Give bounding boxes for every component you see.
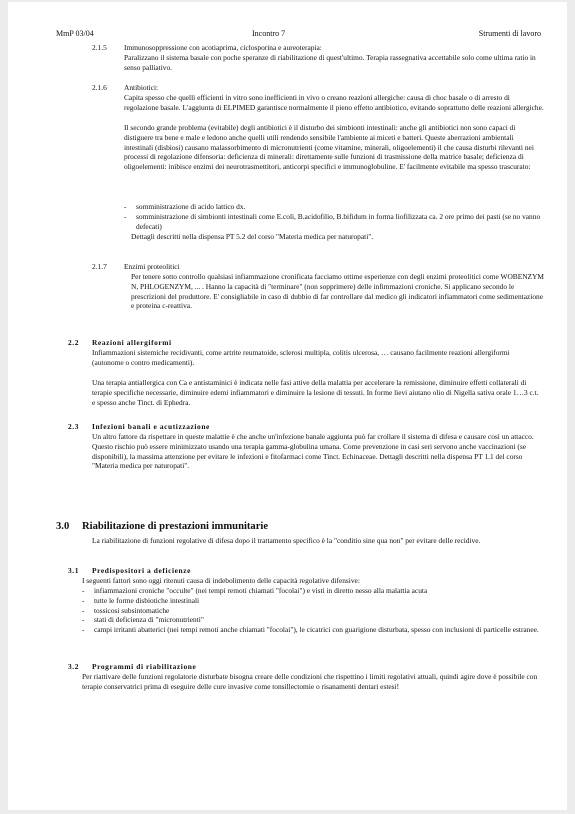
section-title: Riabilitazione di prestazioni immunitarie bbox=[82, 521, 269, 532]
list-item: - tutte le forme disbiotiche intestinali bbox=[82, 596, 548, 606]
section-number: 3.2 bbox=[68, 662, 80, 671]
section-number: 3.1 bbox=[68, 566, 80, 575]
section-title: Immunosoppressione con acotiaprima, ciclosporina e aureoterapia: bbox=[124, 43, 322, 52]
paragraph: Una terapia antiallergica con Ca e antistaminici è indicata nelle fasi attive della malattia per accelerare la remissione, diminuire effetti collaterali di terapie specifiche necessarie, diminuire edemi infiammatori e diminuire la lesione di tessuti. In forme lievi aiutano olio di Nigella sativa orale 1…3 c.t. e spesso anche Tinct. di Ephedra. bbox=[92, 378, 539, 407]
header-center: Incontro 7 bbox=[252, 29, 286, 38]
section-number: 2.3 bbox=[68, 422, 80, 431]
paragraph: Per riattivare delle funzioni regolatorie disturbate bisogna creare delle condizioni che rispettino i limiti regolativi attuali, quindi agire dove è possibile con terapie conservatrici prima di eseguire delle cure invasive come tonsillectomie o risanamenti dentari estesi! bbox=[82, 672, 538, 691]
paragraph: Il secondo grande problema (evitabile) degli antibiotici è il disturbo dei simbionti intestinali: anche gli antibiotici non sono capaci di distiguere tra bene e male e ledono anche quelli utili rendendo sensibile l'ambiente ai miceti e batteri. Queste aberrazioni ambientali intestinali (disbiosi) causano malassorbimento di micronutrienti (come vitamine, minerali, oligoelementi) il che causa disturbi rilevanti nei processi di regolazione difensoria: deficienza di minerali: direttamente sulle funzioni di trasmissione della matrice basale; deficienza di oligoelementi: inibisce enzimi dei neurotrasmettitori, anticorpi specifici e immunoglobuline. E' facilmente evitabile ma spesso trascurato: bbox=[124, 123, 534, 172]
document-page bbox=[8, 2, 567, 810]
section-number: 2.2 bbox=[68, 338, 80, 347]
section-title: Reazioni allergiformi bbox=[92, 338, 172, 347]
list-item: - somministrazione di simbionti intestinali come E.coli, B.acidofilio, B.bifidum in forma liofilizzata ca. 2 ore primo dei pasti (se no vanno defecati) bbox=[124, 212, 544, 232]
paragraph: Dettagli descritti nella dispensa PT 5.2 del corso "Materia medica per naturopati". bbox=[131, 232, 374, 241]
section-title: Infezioni banali e acutizzazione bbox=[92, 422, 210, 431]
header-right: Strumenti di lavoro bbox=[478, 29, 541, 38]
list-item: - campi irritanti abatterici (nei tempi remoti anche chiamati "focolai"), le cicatrici con guarigione disturbata, spesso con inclusioni di particelle estranee. bbox=[82, 625, 548, 635]
paragraph: Un altro fattore da rispettare in queste malattie è che anche un'infezione banale aggiunta può far crollare il sistema di difesa e causare così un attacco. Questo rischio può essere minimizzato usando una terapia gamma-globulina umana. Come prevenzione in casi seri servono anche vaccinazioni (se disponibili), la massima attenzione per evitare le infezioni e fitofarmaci come Tinct. Echinaceae. Dettagli descritti nella dispensa PT 1.1 del corso "Materia medica per naturopati". bbox=[92, 432, 534, 471]
list-item: - somministrazione di acido lattico dx. bbox=[124, 202, 544, 212]
bullet-list bbox=[124, 202, 544, 231]
section-number: 2.1.5 bbox=[92, 43, 107, 52]
paragraph: La riabilitazione di funzioni regolative di difesa dopo il trattamento specifico è la "conditio sine qua non" per evitare delle recidive. bbox=[92, 536, 481, 545]
list-item: - stati di deficienza di "micronutrienti" bbox=[82, 615, 548, 625]
section-title: Programmi di riabilitazione bbox=[92, 662, 197, 671]
paragraph: I seguenti fattori sono oggi ritenuti causa di indebolimento delle capacità regolative difensive: bbox=[82, 576, 360, 585]
section-number: 3.0 bbox=[56, 521, 70, 532]
header-left: MmP 03/04 bbox=[56, 29, 94, 38]
paragraph: Paralizzano il sistema basale con poche speranze di riabilitazione di quest'ultimo. Terapia rassegnativa accettabile solo come ultima ratio in senso palliativo. bbox=[124, 53, 536, 72]
bullet-list bbox=[82, 586, 548, 635]
paragraph: Capita spesso che quelli efficienti in vitro sono inefficienti in vivo o creano reazioni allergiche: causa di choc basale o di arresto di regolazione basale. L'aggiunta di ELPIMED garantisce normalmente il pieno effetto antibiotico, evitando soprattutto delle reazioni allergiche. bbox=[124, 93, 544, 112]
list-item: - tossicosi subsintomatiche bbox=[82, 606, 548, 616]
list-item: - infiammazioni croniche "occulte" (nei tempi remoti chiamati "focolai") e visti in diretto nesso alla malattia acuta bbox=[82, 586, 548, 596]
section-number: 2.1.7 bbox=[92, 262, 107, 271]
paragraph: Infiammazioni sistemiche recidivanti, come artrite reumatoide, sclerosi multipla, colitis ulcerosa, … causano facilmente reazioni allergiformi (autonome o contro medicamenti). bbox=[92, 348, 510, 367]
section-number: 2.1.6 bbox=[92, 83, 107, 92]
section-title: Predispositori a deficienze bbox=[92, 566, 191, 575]
paragraph: Per tenere sotto controllo qualsiasi infiammazione cronificata facciamo ottime esperienze con degli enzimi proteolitici come WOBENZYM N, PHLOGENZYM, ... . Hanno la capacità di "terminare" (non sopprimere) delle infimmazioni croniche. Si applicano secondo le prescrizioni del produttore. E' consigliabile in caso di dubbio di far controllare dal medico gli indicatori infiammatori come sedimentazione e proteina c-reattiva. bbox=[131, 272, 544, 311]
section-title: Enzimi proteolitici bbox=[124, 262, 180, 271]
section-title: Antibiotici: bbox=[124, 83, 159, 92]
